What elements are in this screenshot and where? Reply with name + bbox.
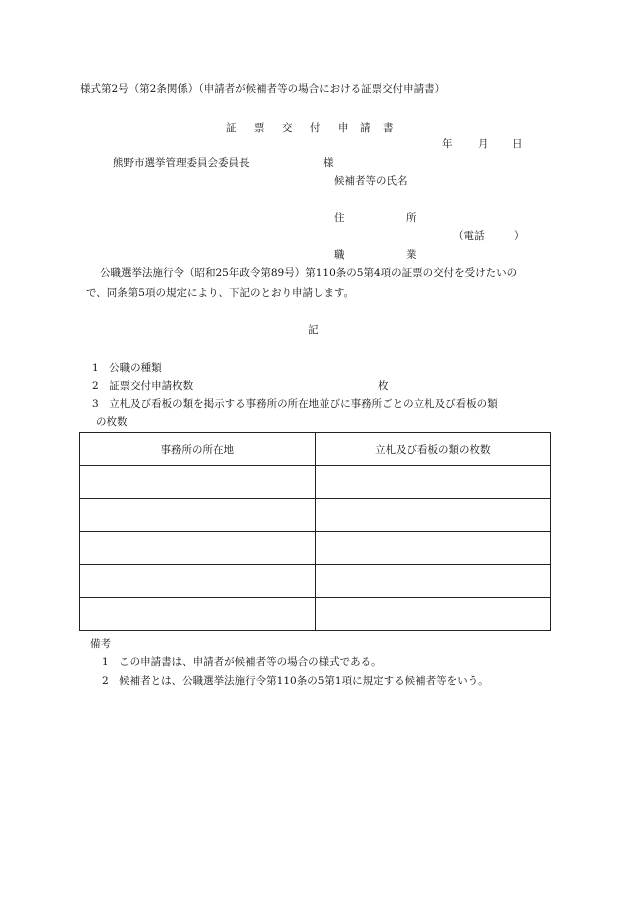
- ki-heading: 記: [308, 324, 319, 336]
- table-cell[interactable]: [80, 598, 316, 631]
- date-year: 年: [442, 138, 453, 150]
- column-header-sign-count: 立札及び看板の類の枚数: [315, 433, 551, 466]
- item-1: 1 公職の種類: [92, 362, 162, 374]
- office-table: [79, 432, 551, 631]
- table-row: [80, 499, 551, 532]
- body-line-2: で、同条第5項の規定により、下記のとおり申請します。: [86, 287, 355, 299]
- table-cell[interactable]: [315, 565, 551, 598]
- item-2-unit: 枚: [378, 380, 389, 392]
- title-char: 交: [282, 122, 293, 134]
- notes-heading: 備考: [90, 638, 111, 650]
- note-2: 2 候補者とは、公職選挙法施行令第110条の5第1項に規定する候補者等をいう。: [102, 675, 489, 687]
- form-header: 様式第2号（第2条関係）（申請者が候補者等の場合における証票交付申請書）: [80, 83, 446, 95]
- date-month: 月: [478, 138, 489, 150]
- title-char: 票: [254, 122, 265, 134]
- table-row: [80, 532, 551, 565]
- applicant-name-label: 候補者等の氏名: [334, 175, 408, 187]
- occupation-label-2: 業: [406, 249, 417, 261]
- title-char: 付: [310, 122, 321, 134]
- note-1: 1 この申請書は、申請者が候補者等の場合の様式である。: [102, 656, 382, 668]
- address-label-1: 住: [334, 212, 345, 224]
- table-row: [80, 598, 551, 631]
- table-cell[interactable]: [80, 499, 316, 532]
- item-3-line-2: の枚数: [96, 416, 128, 428]
- table-header-row: [80, 433, 551, 466]
- column-header-location: 事務所の所在地: [80, 433, 316, 466]
- title-char: 申: [338, 122, 349, 134]
- table-row: [80, 565, 551, 598]
- title-char: 証: [226, 122, 237, 134]
- table-cell[interactable]: [315, 499, 551, 532]
- table-cell[interactable]: [80, 532, 316, 565]
- table-cell[interactable]: [80, 466, 316, 499]
- table-cell[interactable]: [315, 466, 551, 499]
- occupation-label-1: 職: [334, 249, 345, 261]
- table-row: [80, 466, 551, 499]
- addressee-honorific: 様: [323, 157, 334, 169]
- table-cell[interactable]: [315, 532, 551, 565]
- title-char: 書: [383, 122, 394, 134]
- date-day: 日: [512, 138, 523, 150]
- table-cell[interactable]: [315, 598, 551, 631]
- addressee-name: 熊野市選挙管理委員会委員長: [113, 157, 250, 169]
- phone-close: ）: [514, 230, 525, 242]
- title-char: 請: [360, 122, 371, 134]
- phone-open: （電話: [453, 230, 485, 242]
- item-3-line-1: 3 立札及び看板の類を掲示する事務所の所在地並びに事務所ごとの立札及び看板の類: [92, 398, 498, 410]
- item-2: 2 証票交付申請枚数: [92, 380, 194, 392]
- address-label-2: 所: [406, 212, 417, 224]
- table-cell[interactable]: [80, 565, 316, 598]
- body-line-1: 公職選挙法施行令（昭和25年政令第89号）第110条の5第4項の証票の交付を受けたいの: [100, 267, 518, 279]
